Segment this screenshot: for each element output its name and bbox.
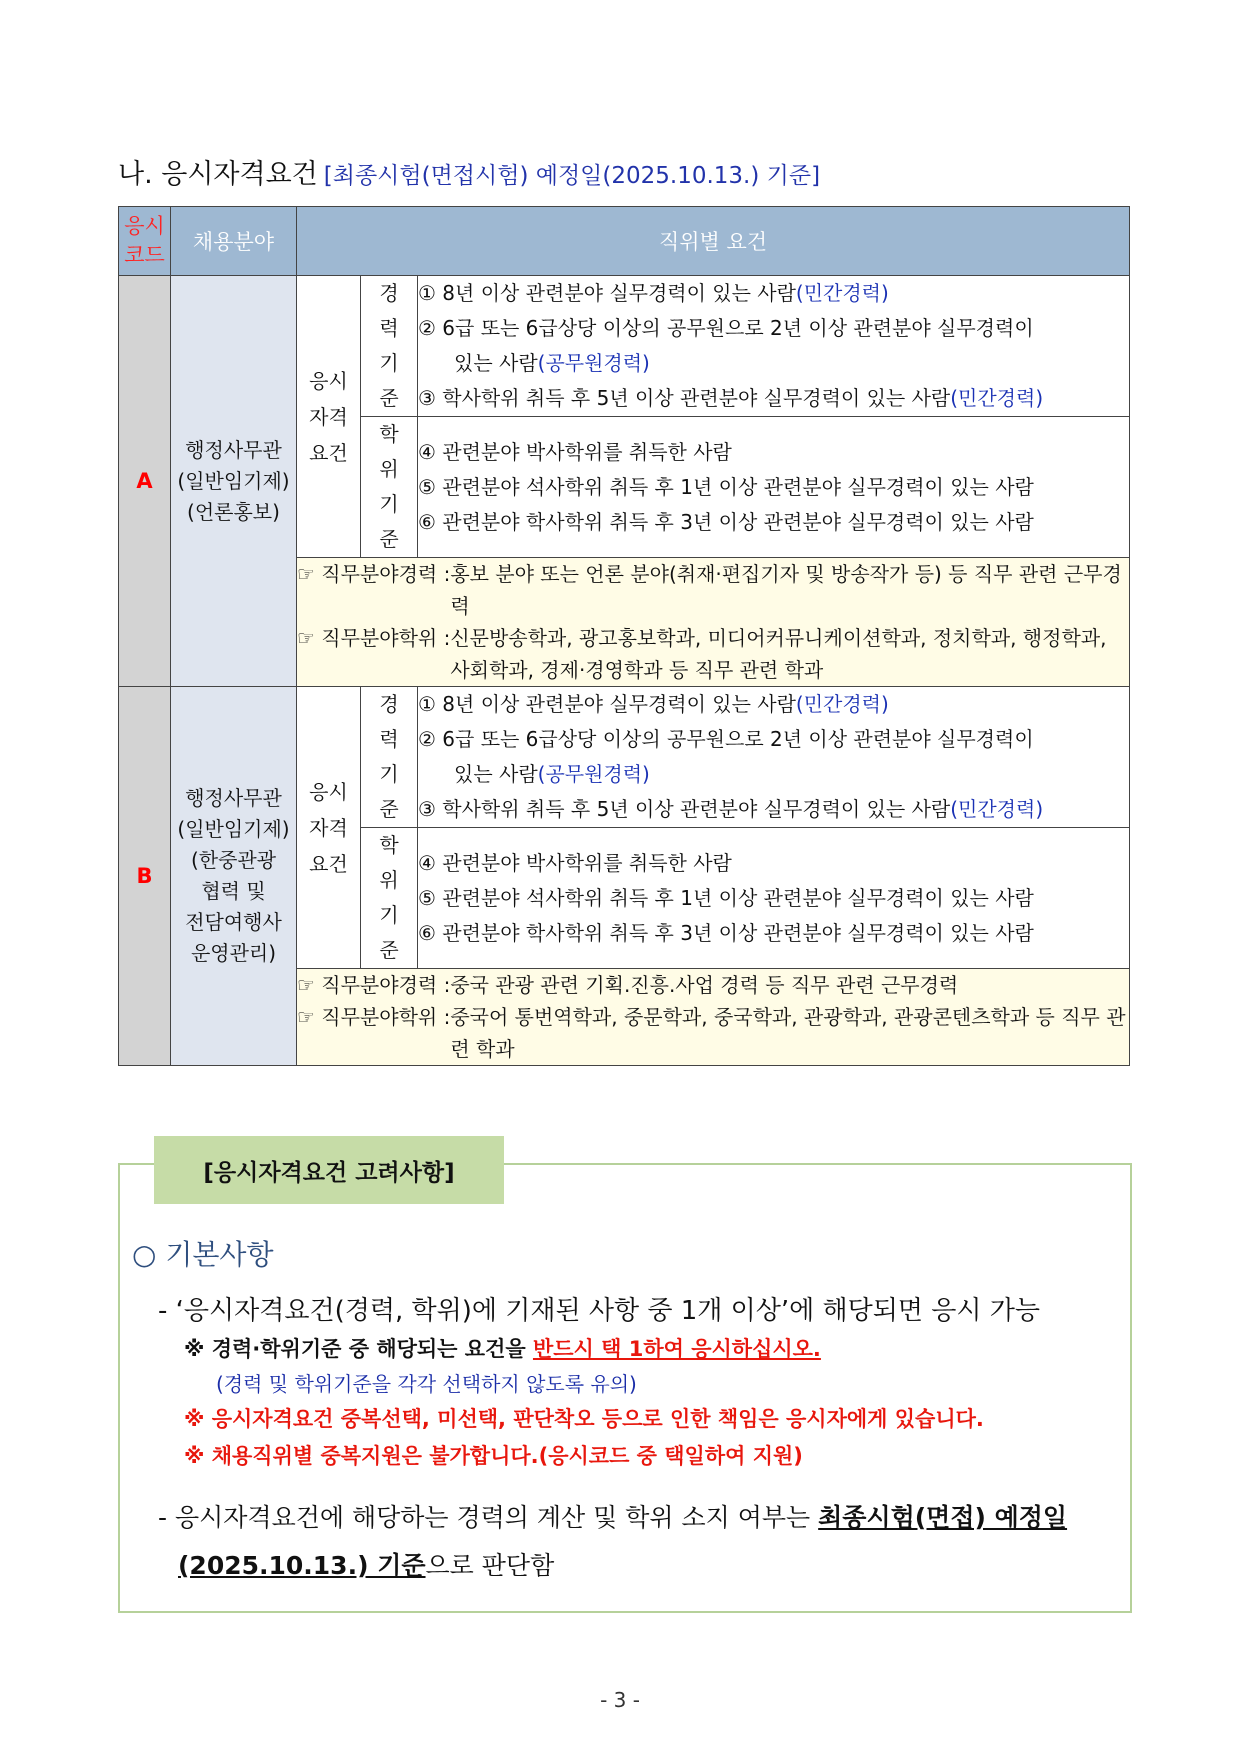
list-item: ① 8년 이상 관련분야 실무경력이 있는 사람(민간경력) [418,281,889,305]
section-title: 나. 응시자격요건 [118,159,318,190]
list-item: ② 6급 또는 6급상당 이상의 공무원으로 2년 이상 관련분야 실무경력이 [418,727,1034,751]
header-code [119,207,171,276]
note-degree: 중국어 통번역학과, 중문학과, 중국학과, 관광학과, 관광콘텐츠학과 등 직무 관련 학과 [450,1005,1126,1061]
section-heading [118,152,820,191]
list-item: 있는 사람(공무원경력) [454,762,650,786]
header-code-line1: 응시 [124,214,165,238]
row-kind: 응시 자격 요건 [297,687,361,969]
note-select-one-sub: (경력 및 학위기준을 각각 선택하지 않도록 유의) [216,1372,637,1396]
degree-label: 학 위 기 준 [361,417,418,558]
note-career: 중국 관광 관련 기획.진흥.사업 경력 등 직무 관련 근무경력 [450,973,959,997]
list-item: ④ 관련분야 박사학위를 취득한 사람 [418,439,732,464]
career-label: 경 력 기 준 [361,687,418,828]
row-note [297,558,1130,687]
table-row [119,687,1130,828]
field-line: 행정사무관 [185,437,282,462]
row-field: 행정사무관 (일반임기제) (한중관광 협력 및 전담여행사 운영관리) [171,687,297,1066]
table-header-row [119,207,1130,276]
list-item: ④ 관련분야 박사학위를 취득한 사람 [418,850,732,875]
basic-title: ○ 기본사항 [132,1238,274,1271]
row-note [297,969,1130,1066]
list-item: ③ 학사학위 취득 후 5년 이상 관련분야 실무경력이 있는 사람(민간경력) [418,386,1044,410]
degree-items [418,417,1130,558]
header-code-line2: 코드 [124,243,165,267]
row-field [171,276,297,687]
list-item: ⑥ 관련분야 학사학위 취득 후 3년 이상 관련분야 실무경력이 있는 사람 [418,920,1034,945]
considerations-title: [응시자격요건 고려사항] [154,1136,504,1204]
table-row [119,276,1130,417]
section-subtitle: [최종시험(면접시험) 예정일(2025.10.13.) 기준] [323,163,821,189]
list-item: 있는 사람(공무원경력) [454,351,650,375]
header-requirements: 직위별 요건 [297,207,1130,276]
list-item: ① 8년 이상 관련분야 실무경력이 있는 사람(민간경력) [418,692,889,716]
row-code: B [119,687,171,1066]
bullet-criteria-cont: (2025.10.13.) 기준으로 판단함 [178,1551,555,1580]
bullet-criteria: - 응시자격요건에 해당하는 경력의 계산 및 학위 소지 여부는 최종시험(면접) 예정일 [158,1503,1068,1532]
field-line: (일반임기제) [177,468,290,493]
row-code: A [119,276,171,687]
list-item: ② 6급 또는 6급상당 이상의 공무원으로 2년 이상 관련분야 실무경력이 [418,316,1034,340]
degree-label: 학 위 기 준 [361,828,418,969]
list-item: ③ 학사학위 취득 후 5년 이상 관련분야 실무경력이 있는 사람(민간경력) [418,797,1044,821]
career-label: 경 력 기 준 [361,276,418,417]
note-degree-label: ☞ 직무분야학위 : [297,1005,451,1029]
note-career: 홍보 분야 또는 언론 분야(취재·편집기자 및 방송작가 등) 등 직무 관련 근무경력 [450,562,1122,618]
note-degree: 신문방송학과, 광고홍보학과, 미디어커뮤니케이션학과, 정치학과, 행정학과, 사회학과, 경제·경영학과 등 직무 관련 학과 [450,626,1107,682]
bullet-eligibility: - ‘응시자격요건(경력, 학위)에 기재된 사항 중 1개 이상’에 해당되면 응시 가능 [158,1296,1041,1326]
note-career-label: ☞ 직무분야경력 : [297,562,451,586]
career-items [418,687,1130,828]
field-line: (언론홍보) [187,499,280,524]
page-number: - 3 - [600,1688,640,1712]
note-select-one: ※ 경력·학위기준 중 해당되는 요건을 반드시 택 1하여 응시하십시오. [184,1337,821,1361]
note-degree-label: ☞ 직무분야학위 : [297,626,451,650]
list-item: ⑥ 관련분야 학사학위 취득 후 3년 이상 관련분야 실무경력이 있는 사람 [418,509,1034,534]
career-items [418,276,1130,417]
degree-items [418,828,1130,969]
note-duplicate: ※ 채용직위별 중복지원은 불가합니다.(응시코드 중 택일하여 지원) [184,1444,803,1468]
requirements-table [118,206,1130,1066]
list-item: ⑤ 관련분야 석사학위 취득 후 1년 이상 관련분야 실무경력이 있는 사람 [418,885,1034,910]
row-kind: 응시 자격 요건 [297,276,361,558]
header-field: 채용분야 [171,207,297,276]
note-career-label: ☞ 직무분야경력 : [297,973,451,997]
note-responsibility: ※ 응시자격요건 중복선택, 미선택, 판단착오 등으로 인한 책임은 응시자에게 있습니다. [184,1407,984,1431]
list-item: ⑤ 관련분야 석사학위 취득 후 1년 이상 관련분야 실무경력이 있는 사람 [418,474,1034,499]
